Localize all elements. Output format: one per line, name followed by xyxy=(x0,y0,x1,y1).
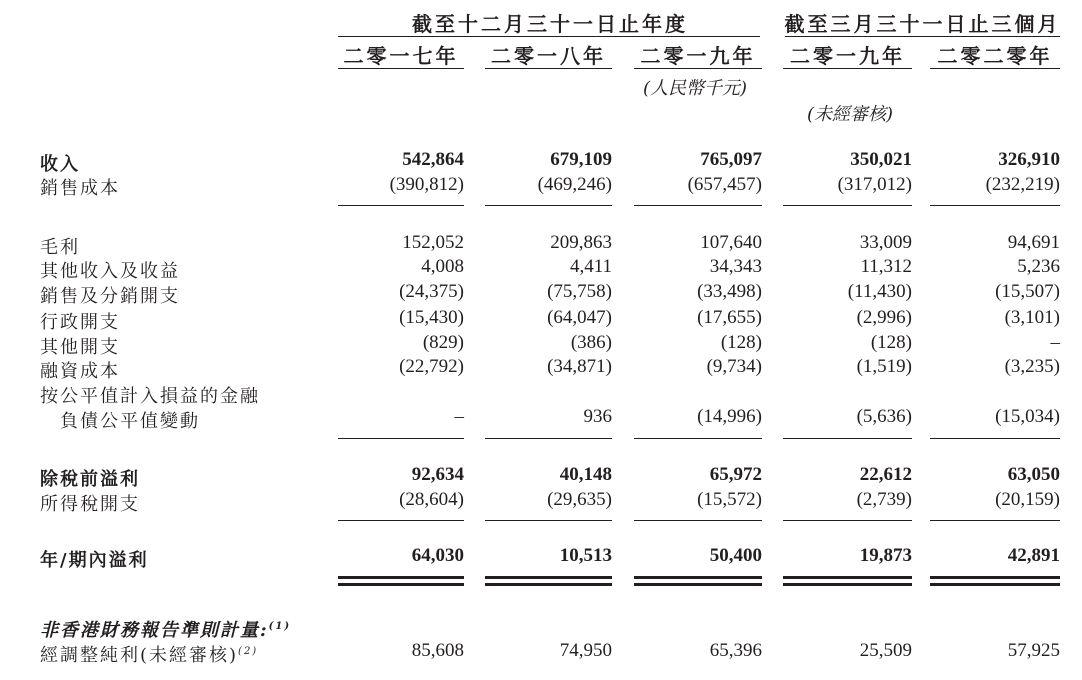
value-cell: (15,430) xyxy=(399,307,464,328)
value-cell: (24,375) xyxy=(399,281,464,302)
total-double-rule xyxy=(485,576,612,586)
subtotal-rule xyxy=(930,205,1060,206)
value-cell: (3,101) xyxy=(1004,307,1060,328)
total-double-rule xyxy=(930,576,1060,586)
row-label-admin-expenses: 行政開支 xyxy=(40,312,120,333)
value-cell: (232,219) xyxy=(985,174,1060,195)
column-header-underline-2 xyxy=(634,68,762,69)
column-header-1: 二零一八年 xyxy=(491,44,606,68)
value-cell: 40,148 xyxy=(559,464,612,485)
header-quarter-group-underline xyxy=(785,36,1060,37)
column-header-3: 二零一九年 xyxy=(790,44,905,68)
row-label-other-expenses: 其他開支 xyxy=(40,337,120,358)
value-cell: (829) xyxy=(422,332,464,353)
column-header-4: 二零二零年 xyxy=(937,44,1053,68)
footnote-1: (1) xyxy=(268,621,292,632)
value-cell: 57,925 xyxy=(1007,640,1060,661)
value-cell: – xyxy=(1050,332,1060,353)
footnote-2: (2) xyxy=(238,646,259,657)
value-cell: 50,400 xyxy=(709,545,762,566)
value-cell: (2,739) xyxy=(856,489,912,510)
value-cell: (390,812) xyxy=(389,174,464,195)
total-double-rule xyxy=(783,576,912,586)
value-cell: (20,159) xyxy=(995,489,1060,510)
currency-unit: (人民幣千元) xyxy=(642,78,748,99)
value-cell: (34,871) xyxy=(547,356,612,377)
value-cell: (22,792) xyxy=(399,356,464,377)
subtotal-rule xyxy=(783,520,912,521)
row-label-other-income: 其他收入及收益 xyxy=(40,261,180,282)
row-label-revenue: 收入 xyxy=(40,154,80,175)
value-cell: (15,572) xyxy=(697,489,762,510)
value-cell: (386) xyxy=(570,332,612,353)
column-header-underline-0 xyxy=(338,68,464,69)
value-cell: 94,691 xyxy=(1007,232,1060,253)
value-cell: 10,513 xyxy=(559,545,612,566)
subtotal-rule xyxy=(634,520,762,521)
subtotal-rule xyxy=(783,205,912,206)
column-header-underline-1 xyxy=(485,68,612,69)
value-cell: (64,047) xyxy=(547,307,612,328)
row-label-fair-value-line1: 按公平值計入損益的金融 xyxy=(40,386,260,407)
value-cell: 11,312 xyxy=(860,256,912,277)
value-cell: 42,891 xyxy=(1007,545,1060,566)
value-cell: 85,608 xyxy=(411,640,464,661)
value-cell: 19,873 xyxy=(859,545,912,566)
value-cell: (14,996) xyxy=(697,406,762,427)
row-label-profit-before-tax: 除稅前溢利 xyxy=(40,469,140,490)
subtotal-rule xyxy=(634,438,762,439)
value-cell: 765,097 xyxy=(700,149,762,170)
value-cell: 350,021 xyxy=(850,149,912,170)
value-cell: (15,507) xyxy=(995,281,1060,302)
value-cell: 65,972 xyxy=(709,464,762,485)
value-cell: 326,910 xyxy=(998,149,1060,170)
value-cell: (1,519) xyxy=(856,356,912,377)
value-cell: (28,604) xyxy=(399,489,464,510)
column-header-underline-3 xyxy=(783,68,912,69)
total-double-rule xyxy=(634,576,762,586)
value-cell: (3,235) xyxy=(1004,356,1060,377)
row-label-cost-of-sales: 銷售成本 xyxy=(40,178,120,199)
column-header-2: 二零一九年 xyxy=(640,44,756,68)
subtotal-rule xyxy=(485,520,612,521)
non-ifrs-label: 非香港財務報告準則計量: xyxy=(40,620,269,641)
value-cell: (15,034) xyxy=(995,406,1060,427)
value-cell: 936 xyxy=(583,406,612,427)
row-label-finance-costs: 融資成本 xyxy=(40,361,120,382)
value-cell: (17,655) xyxy=(697,307,762,328)
row-label-income-tax: 所得稅開支 xyxy=(40,494,140,515)
value-cell: 209,863 xyxy=(550,232,612,253)
value-cell: 63,050 xyxy=(1007,464,1060,485)
row-label-fair-value-line2: 負債公平值變動 xyxy=(60,411,200,432)
value-cell: 5,236 xyxy=(1017,256,1060,277)
column-header-underline-4 xyxy=(930,68,1060,69)
value-cell: (657,457) xyxy=(687,174,762,195)
subtotal-rule xyxy=(338,520,464,521)
value-cell: 65,396 xyxy=(709,640,762,661)
value-cell: 107,640 xyxy=(700,232,762,253)
value-cell: 74,950 xyxy=(559,640,612,661)
value-cell: (128) xyxy=(720,332,762,353)
subtotal-rule xyxy=(783,438,912,439)
subtotal-rule xyxy=(930,438,1060,439)
subtotal-rule xyxy=(338,205,464,206)
value-cell: (128) xyxy=(870,332,912,353)
value-cell: (33,498) xyxy=(697,281,762,302)
row-label-adjusted-net-profit xyxy=(40,641,258,667)
value-cell: (2,996) xyxy=(856,307,912,328)
header-quarter-group: 截至三月三十一日止三個月 xyxy=(784,12,1061,36)
value-cell: 679,109 xyxy=(550,149,612,170)
subtotal-rule xyxy=(338,438,464,439)
value-cell: 92,634 xyxy=(411,464,464,485)
row-label-profit-for-period: 年/期內溢利 xyxy=(40,550,149,571)
header-year-group: 截至十二月三十一日止年度 xyxy=(412,12,688,36)
subtotal-rule xyxy=(634,205,762,206)
row-label-selling-expenses: 銷售及分銷開支 xyxy=(40,286,180,307)
value-cell: (11,430) xyxy=(847,281,912,302)
value-cell: 34,343 xyxy=(709,256,762,277)
unaudited-note: (未經審核) xyxy=(806,104,894,125)
row-label-gross-profit: 毛利 xyxy=(40,237,80,258)
value-cell: 64,030 xyxy=(411,545,464,566)
value-cell: 22,612 xyxy=(859,464,912,485)
value-cell: (317,012) xyxy=(837,174,912,195)
value-cell: 33,009 xyxy=(859,232,912,253)
value-cell: – xyxy=(454,406,464,427)
value-cell: (75,758) xyxy=(547,281,612,302)
value-cell: 152,052 xyxy=(402,232,464,253)
column-header-0: 二零一七年 xyxy=(343,44,459,68)
subtotal-rule xyxy=(930,520,1060,521)
adjusted-net-profit-label: 經調整純利(未經審核) xyxy=(40,645,239,666)
value-cell: 4,008 xyxy=(421,256,464,277)
value-cell: 4,411 xyxy=(569,256,612,277)
value-cell: 542,864 xyxy=(402,149,464,170)
value-cell: (9,734) xyxy=(706,356,762,377)
value-cell: (5,636) xyxy=(856,406,912,427)
value-cell: (29,635) xyxy=(547,489,612,510)
total-double-rule xyxy=(338,576,464,586)
non-ifrs-heading xyxy=(40,616,291,642)
subtotal-rule xyxy=(485,205,612,206)
header-year-group-underline xyxy=(338,36,760,37)
subtotal-rule xyxy=(485,438,612,439)
value-cell: 25,509 xyxy=(859,640,912,661)
value-cell: (469,246) xyxy=(537,174,612,195)
